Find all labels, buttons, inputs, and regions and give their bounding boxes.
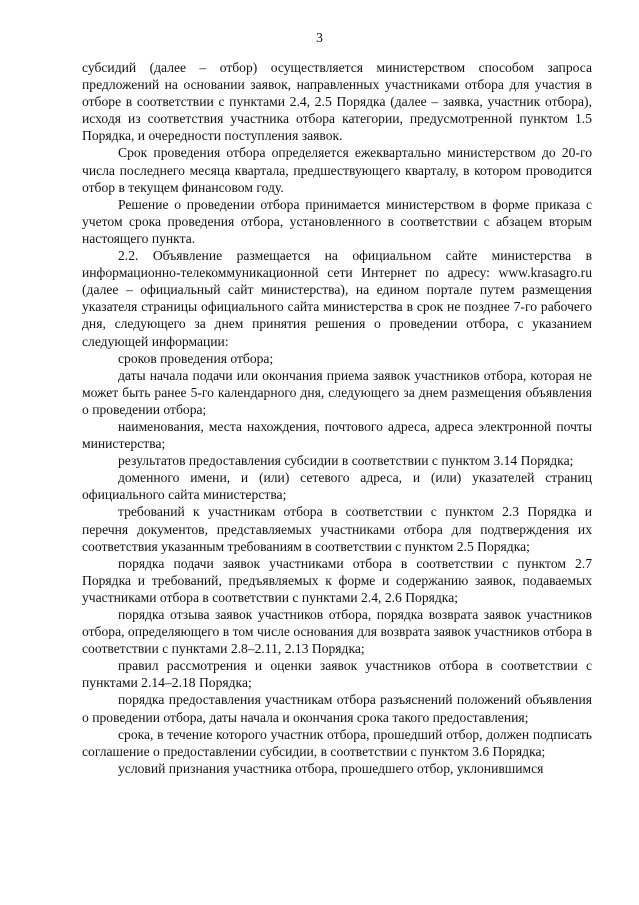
list-item: порядка отзыва заявок участников отбора, порядка возврата заявок участников отбора, определяющего в том числе основания для возврата заявок участников отбора в соответствии с пунктами 2.8–2.11, 2.13 Порядка;	[82, 607, 592, 657]
document-body	[82, 59, 592, 777]
list-item-truncated: условий признания участника отбора, прошедшего отбор, уклонившимся	[118, 760, 544, 776]
paragraph-clause-2-2: 2.2. Объявление размещается на официальном сайте министерства в информационно-телекоммуникационной сети Интернет по адресу: www.krasagro.ru (далее – официальный сайт министерства), на едином портале путем размещения указателя страницы официального сайта министерства в срок не позднее 7-го рабочего дня, следующего за днем принятия решения о проведении отбора, с указанием следующей информации:	[82, 248, 592, 349]
list-item: даты начала подачи или окончания приема заявок участников отбора, которая не может быть ранее 5-го календарного дня, следующего за днем размещения объявления о проведении отбора;	[82, 367, 592, 417]
paragraph-selection-deadline: Срок проведения отбора определяется ежеквартально министерством до 20-го числа последнего месяца квартала, предшествующего кварталу, в котором проводится отбор в текущем финансовом году.	[82, 145, 592, 195]
list-item: срока, в течение которого участник отбора, прошедший отбор, должен подписать соглашение о предоставлении субсидии, в соответствии с пунктом 3.6 Порядка;	[82, 726, 592, 759]
page-number: 3	[316, 30, 323, 45]
list-item: сроков проведения отбора;	[118, 350, 274, 366]
list-item: наименования, места нахождения, почтового адреса, адреса электронной почты министерства;	[82, 418, 592, 452]
paragraph-selection-decision: Решение о проведении отбора принимается министерством в форме приказа с учетом срока проведения отбора, установленного в соответствии с абзацем вторым настоящего пункта.	[82, 196, 592, 246]
list-item: порядка предоставления участникам отбора разъяснений положений объявления о проведении отбора, даты начала и окончания срока такого предоставления;	[82, 692, 592, 725]
list-item: требований к участникам отбора в соответствии с пунктом 2.3 Порядка и перечня документов, представляемых участниками отбора для подтверждения их соответствия указанным требованиям в соответствии с пунктом 2.5 Порядка;	[82, 504, 592, 554]
list-item: доменного имени, и (или) сетевого адреса, и (или) указателей страниц официального сайта министерства;	[82, 470, 592, 503]
list-item: правил рассмотрения и оценки заявок участников отбора в соответствии с пунктами 2.14–2.18 Порядка;	[82, 658, 592, 691]
list-item: порядка подачи заявок участниками отбора в соответствии с пунктом 2.7 Порядка и требований, предъявляемых к форме и содержанию заявок, подаваемых участниками отбора в соответствии с пунктами 2.4, 2.6 Порядка;	[82, 555, 592, 605]
paragraph-continuation: субсидий (далее – отбор) осуществляется министерством способом запроса предложений на основании заявок, направленных участниками отбора для участия в отборе в соответствии с пунктами 2.4, 2.5 Порядка (далее – заявка, участник отбора), исходя из соответствия участника отбора категории, предусмотренной пунктом 1.5 Порядка, и очередности поступления заявок.	[82, 60, 592, 144]
list-item: результатов предоставления субсидии в соответствии с пунктом 3.14 Порядка;	[118, 453, 574, 469]
